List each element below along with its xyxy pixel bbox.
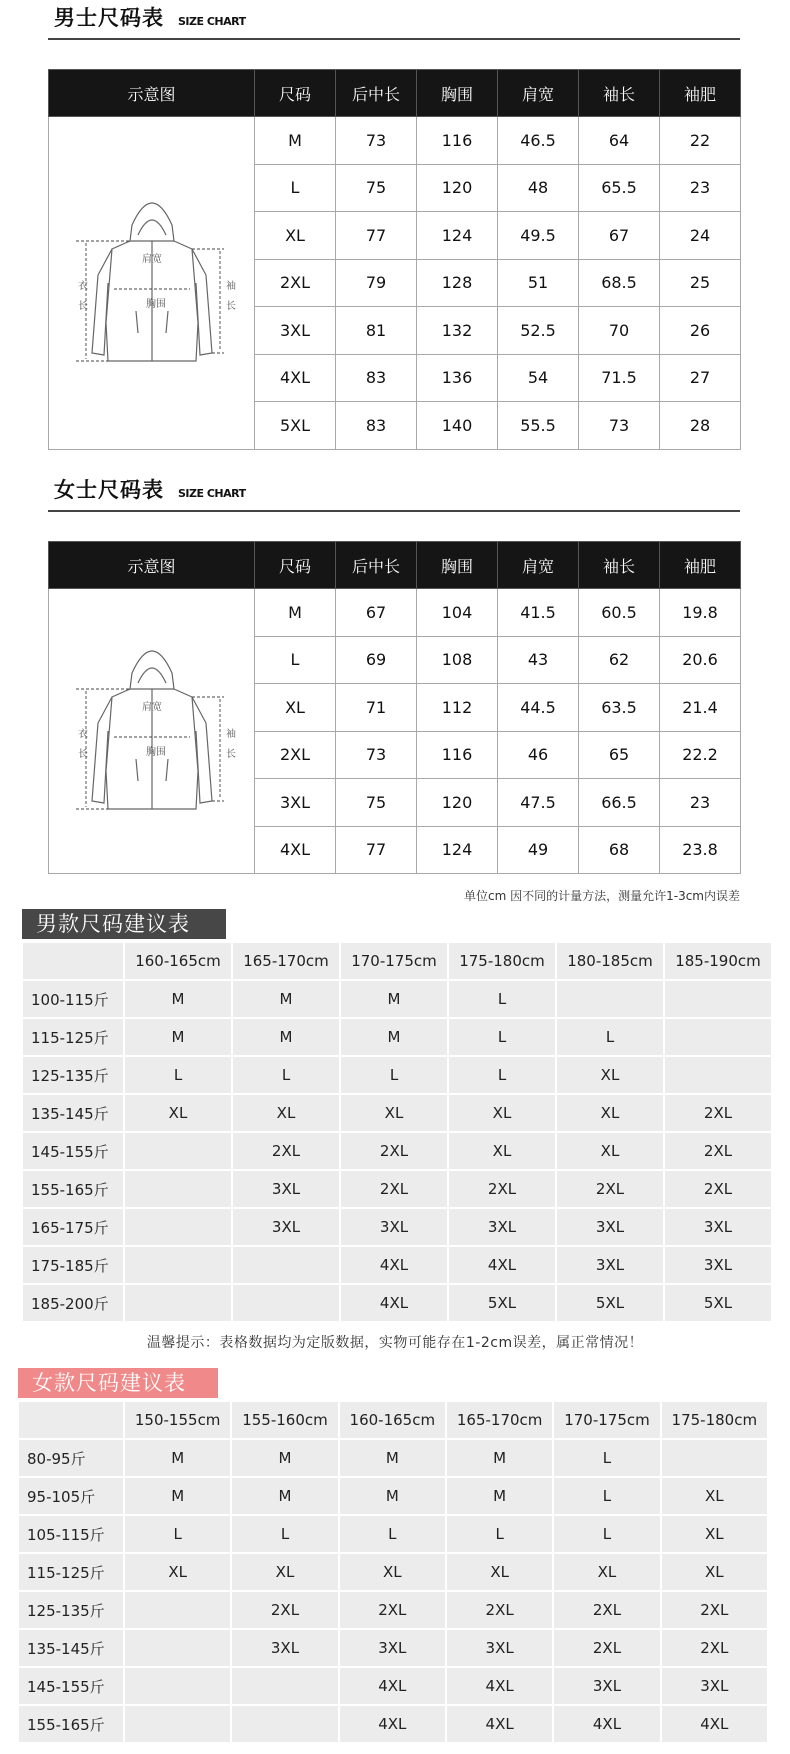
size-cell: 2XL <box>662 1630 767 1666</box>
size-cell: 3XL <box>665 1247 771 1283</box>
table-row <box>19 1440 767 1476</box>
size-cell: 3XL <box>554 1668 659 1704</box>
table-cell: 73 <box>579 402 660 450</box>
size-cell: XL <box>554 1554 659 1590</box>
height-header-cell: 165-170cm <box>233 943 339 979</box>
tip-note: 温馨提示：表格数据均为定版数据，实物可能存在1-2cm误差，属正常情况！ <box>146 1335 644 1351</box>
weight-header-cell: 145-155斤 <box>19 1668 123 1704</box>
table-row <box>23 1095 771 1131</box>
size-cell: 3XL <box>449 1209 555 1245</box>
table-cell: 24 <box>660 212 741 260</box>
table-cell: 124 <box>417 826 498 874</box>
size-cell: 4XL <box>340 1706 445 1742</box>
women-table-header-cell: 袖长 <box>579 542 660 589</box>
table-cell: 124 <box>417 212 498 260</box>
weight-header-cell: 135-145斤 <box>23 1095 123 1131</box>
size-cell: L <box>125 1057 231 1093</box>
size-cell: XL <box>233 1095 339 1131</box>
weight-header-cell: 185-200斤 <box>23 1285 123 1321</box>
women-table-header-row <box>49 542 741 589</box>
men-chart-subtitle: SIZE CHART <box>178 15 246 28</box>
table-cell: 43 <box>498 636 579 684</box>
size-cell: 2XL <box>341 1133 447 1169</box>
size-cell <box>125 1209 231 1245</box>
table-cell: 23.8 <box>660 826 741 874</box>
table-cell: 54 <box>498 354 579 402</box>
table-cell: M <box>255 589 336 637</box>
svg-text:袖: 袖 <box>225 729 236 740</box>
table-cell: 75 <box>336 779 417 827</box>
size-cell: L <box>449 1019 555 1055</box>
men-table-header-cell: 袖肥 <box>660 70 741 117</box>
weight-header-cell: 175-185斤 <box>23 1247 123 1283</box>
size-cell: 2XL <box>665 1133 771 1169</box>
size-cell: 4XL <box>340 1668 445 1704</box>
svg-text:长: 长 <box>225 749 236 760</box>
table-cell: 120 <box>417 779 498 827</box>
size-cell: M <box>341 1019 447 1055</box>
women-recommend-table <box>17 1400 769 1744</box>
size-cell: L <box>233 1057 339 1093</box>
table-row <box>23 1133 771 1169</box>
table-cell: 51 <box>498 259 579 307</box>
size-cell <box>125 1706 230 1742</box>
men-table-header-cell: 尺码 <box>255 70 336 117</box>
table-cell: 120 <box>417 164 498 212</box>
height-header-cell: 165-170cm <box>447 1402 552 1438</box>
table-cell: XL <box>255 684 336 732</box>
table-row <box>19 1478 767 1514</box>
table-cell: 62 <box>579 636 660 684</box>
table-cell: 63.5 <box>579 684 660 732</box>
men-rec-header-row <box>23 943 771 979</box>
size-cell: 5XL <box>665 1285 771 1321</box>
size-cell: XL <box>662 1516 767 1552</box>
size-cell <box>125 1133 231 1169</box>
table-row <box>23 1285 771 1321</box>
size-cell: L <box>557 1019 663 1055</box>
size-cell <box>125 1668 230 1704</box>
size-cell: XL <box>449 1133 555 1169</box>
table-row <box>23 1171 771 1207</box>
size-cell: 3XL <box>233 1171 339 1207</box>
table-cell: 75 <box>336 164 417 212</box>
women-table-header-cell: 尺码 <box>255 542 336 589</box>
women-recommend-banner: 女款尺码建议表 <box>18 1368 218 1398</box>
corner-cell <box>19 1402 123 1438</box>
table-cell: 52.5 <box>498 307 579 355</box>
size-cell <box>232 1706 337 1742</box>
women-rec-header-row <box>19 1402 767 1438</box>
women-table-header-cell: 胸围 <box>417 542 498 589</box>
table-row <box>19 1706 767 1742</box>
corner-cell <box>23 943 123 979</box>
table-cell: 3XL <box>255 307 336 355</box>
table-cell: 4XL <box>255 354 336 402</box>
size-cell: 2XL <box>449 1171 555 1207</box>
weight-header-cell: 115-125斤 <box>19 1554 123 1590</box>
table-cell: 77 <box>336 826 417 874</box>
table-row <box>49 589 741 637</box>
table-cell: 128 <box>417 259 498 307</box>
size-cell: 4XL <box>341 1285 447 1321</box>
size-cell: 3XL <box>233 1209 339 1245</box>
weight-header-cell: 105-115斤 <box>19 1516 123 1552</box>
size-cell <box>665 981 771 1017</box>
weight-header-cell: 145-155斤 <box>23 1133 123 1169</box>
women-table-diagram-cell <box>49 589 255 874</box>
table-cell: 3XL <box>255 779 336 827</box>
table-row <box>19 1668 767 1704</box>
size-cell: M <box>233 981 339 1017</box>
height-header-cell: 170-175cm <box>341 943 447 979</box>
height-header-cell: 170-175cm <box>554 1402 659 1438</box>
table-row <box>23 981 771 1017</box>
women-table-header-cell: 后中长 <box>336 542 417 589</box>
table-cell: 77 <box>336 212 417 260</box>
table-cell: 48 <box>498 164 579 212</box>
size-cell: L <box>232 1516 337 1552</box>
size-cell: 4XL <box>449 1247 555 1283</box>
size-cell: 2XL <box>340 1592 445 1628</box>
size-cell: L <box>449 1057 555 1093</box>
unit-note: 单位cm 因不同的计量方法，测量允许1-3cm内误差 <box>464 889 740 903</box>
size-cell: 2XL <box>554 1592 659 1628</box>
size-cell: 2XL <box>232 1592 337 1628</box>
weight-header-cell: 115-125斤 <box>23 1019 123 1055</box>
table-cell: XL <box>255 212 336 260</box>
table-cell: 60.5 <box>579 589 660 637</box>
table-cell: 140 <box>417 402 498 450</box>
table-cell: 132 <box>417 307 498 355</box>
men-table-header-cell: 肩宽 <box>498 70 579 117</box>
size-cell <box>665 1019 771 1055</box>
table-cell: 66.5 <box>579 779 660 827</box>
table-cell: 23 <box>660 164 741 212</box>
men-table-header-cell: 后中长 <box>336 70 417 117</box>
size-cell: 3XL <box>557 1247 663 1283</box>
weight-header-cell: 155-165斤 <box>23 1171 123 1207</box>
table-cell: 136 <box>417 354 498 402</box>
table-cell: 64 <box>579 117 660 165</box>
size-cell <box>557 981 663 1017</box>
size-cell: 2XL <box>233 1133 339 1169</box>
size-cell: M <box>125 1440 230 1476</box>
weight-header-cell: 100-115斤 <box>23 981 123 1017</box>
size-cell: 2XL <box>665 1095 771 1131</box>
height-header-cell: 175-180cm <box>662 1402 767 1438</box>
size-cell: XL <box>341 1095 447 1131</box>
svg-text:肩宽: 肩宽 <box>141 702 162 713</box>
svg-text:长: 长 <box>225 300 236 312</box>
svg-text:肩宽: 肩宽 <box>141 253 162 265</box>
size-cell: L <box>341 1057 447 1093</box>
table-row <box>49 117 741 165</box>
table-cell: 23 <box>660 779 741 827</box>
weight-header-cell: 125-135斤 <box>23 1057 123 1093</box>
table-cell: 4XL <box>255 826 336 874</box>
size-cell: M <box>341 981 447 1017</box>
svg-text:衣: 衣 <box>77 729 88 740</box>
size-cell: 4XL <box>554 1706 659 1742</box>
table-cell: 79 <box>336 259 417 307</box>
size-cell: M <box>340 1478 445 1514</box>
size-cell: 2XL <box>341 1171 447 1207</box>
table-cell: 21.4 <box>660 684 741 732</box>
height-header-cell: 160-165cm <box>340 1402 445 1438</box>
size-cell: 3XL <box>665 1209 771 1245</box>
women-chart-subtitle: SIZE CHART <box>178 487 246 500</box>
women-size-table <box>48 541 741 874</box>
table-cell: 47.5 <box>498 779 579 827</box>
table-row <box>23 1057 771 1093</box>
table-cell: 46 <box>498 731 579 779</box>
size-cell: L <box>554 1516 659 1552</box>
women-table-header-cell: 袖肥 <box>660 542 741 589</box>
size-cell: L <box>449 981 555 1017</box>
men-chart-header <box>48 0 740 40</box>
men-size-table <box>48 69 741 450</box>
table-cell: 22 <box>660 117 741 165</box>
height-header-cell: 160-165cm <box>125 943 231 979</box>
size-cell: L <box>447 1516 552 1552</box>
table-cell: 81 <box>336 307 417 355</box>
size-cell: M <box>233 1019 339 1055</box>
size-cell: M <box>340 1440 445 1476</box>
table-cell: 55.5 <box>498 402 579 450</box>
men-recommend-banner: 男款尺码建议表 <box>22 909 226 939</box>
table-cell: 5XL <box>255 402 336 450</box>
size-cell <box>125 1247 231 1283</box>
size-cell: M <box>125 1019 231 1055</box>
weight-header-cell: 80-95斤 <box>19 1440 123 1476</box>
table-cell: 20.6 <box>660 636 741 684</box>
table-row <box>19 1554 767 1590</box>
men-table-header-cell: 胸围 <box>417 70 498 117</box>
size-cell: XL <box>557 1095 663 1131</box>
table-cell: 44.5 <box>498 684 579 732</box>
men-recommend-table <box>21 941 773 1323</box>
table-cell: 83 <box>336 402 417 450</box>
table-cell: 68 <box>579 826 660 874</box>
size-cell: 3XL <box>341 1209 447 1245</box>
size-cell <box>662 1440 767 1476</box>
size-cell: L <box>554 1478 659 1514</box>
men-table-header-cell: 袖长 <box>579 70 660 117</box>
jacket-diagram <box>62 183 242 383</box>
table-row <box>19 1630 767 1666</box>
size-cell: L <box>340 1516 445 1552</box>
table-row <box>23 1019 771 1055</box>
size-cell: L <box>554 1440 659 1476</box>
svg-text:袖: 袖 <box>225 280 236 292</box>
size-cell <box>665 1057 771 1093</box>
women-table-header-cell: 肩宽 <box>498 542 579 589</box>
table-cell: 46.5 <box>498 117 579 165</box>
table-cell: 112 <box>417 684 498 732</box>
size-cell: XL <box>125 1554 230 1590</box>
women-chart-title: 女士尺码表 <box>54 478 164 502</box>
height-header-cell: 155-160cm <box>232 1402 337 1438</box>
size-cell: XL <box>662 1554 767 1590</box>
svg-text:衣: 衣 <box>77 280 88 292</box>
men-table-diagram-cell <box>49 117 255 450</box>
women-chart-header <box>48 472 740 512</box>
height-header-cell: 180-185cm <box>557 943 663 979</box>
size-cell <box>233 1247 339 1283</box>
table-cell: 65.5 <box>579 164 660 212</box>
table-cell: 28 <box>660 402 741 450</box>
table-cell: 27 <box>660 354 741 402</box>
table-cell: 73 <box>336 731 417 779</box>
size-cell: L <box>125 1516 230 1552</box>
table-row <box>19 1516 767 1552</box>
svg-text:胸围: 胸围 <box>145 298 166 310</box>
height-header-cell: 175-180cm <box>449 943 555 979</box>
table-cell: 22.2 <box>660 731 741 779</box>
weight-header-cell: 155-165斤 <box>19 1706 123 1742</box>
table-row <box>19 1592 767 1628</box>
table-row <box>23 1247 771 1283</box>
men-chart-title: 男士尺码表 <box>54 6 164 30</box>
weight-header-cell: 95-105斤 <box>19 1478 123 1514</box>
size-cell: 2XL <box>447 1592 552 1628</box>
table-cell: L <box>255 636 336 684</box>
size-cell: M <box>447 1440 552 1476</box>
table-cell: 83 <box>336 354 417 402</box>
table-cell: 71 <box>336 684 417 732</box>
table-cell: 2XL <box>255 731 336 779</box>
women-table-header-cell: 示意图 <box>49 542 255 589</box>
table-cell: 73 <box>336 117 417 165</box>
table-cell: 67 <box>336 589 417 637</box>
table-cell: 49.5 <box>498 212 579 260</box>
size-cell: 4XL <box>662 1706 767 1742</box>
size-cell: XL <box>125 1095 231 1131</box>
size-cell: 5XL <box>557 1285 663 1321</box>
table-cell: 116 <box>417 117 498 165</box>
table-cell: 69 <box>336 636 417 684</box>
size-cell: XL <box>662 1478 767 1514</box>
size-cell: M <box>125 981 231 1017</box>
height-header-cell: 185-190cm <box>665 943 771 979</box>
size-cell: 3XL <box>662 1668 767 1704</box>
table-cell: 68.5 <box>579 259 660 307</box>
size-cell: XL <box>447 1554 552 1590</box>
table-cell: 2XL <box>255 259 336 307</box>
size-cell: 2XL <box>665 1171 771 1207</box>
weight-header-cell: 125-135斤 <box>19 1592 123 1628</box>
size-cell: 3XL <box>232 1630 337 1666</box>
size-cell: 2XL <box>662 1592 767 1628</box>
size-cell: 3XL <box>557 1209 663 1245</box>
men-table-header-row <box>49 70 741 117</box>
size-cell <box>125 1171 231 1207</box>
men-table-header-cell: 示意图 <box>49 70 255 117</box>
size-cell: 4XL <box>447 1706 552 1742</box>
size-cell: 3XL <box>447 1630 552 1666</box>
size-cell <box>125 1592 230 1628</box>
table-cell: L <box>255 164 336 212</box>
weight-header-cell: 135-145斤 <box>19 1630 123 1666</box>
svg-text:长: 长 <box>77 300 88 312</box>
size-cell: 4XL <box>447 1668 552 1704</box>
jacket-diagram <box>62 631 242 831</box>
table-cell: 116 <box>417 731 498 779</box>
size-cell: XL <box>557 1057 663 1093</box>
table-cell: 26 <box>660 307 741 355</box>
table-cell: 104 <box>417 589 498 637</box>
size-cell: M <box>232 1440 337 1476</box>
table-cell: 71.5 <box>579 354 660 402</box>
height-header-cell: 150-155cm <box>125 1402 230 1438</box>
size-cell: 2XL <box>557 1171 663 1207</box>
size-cell: XL <box>557 1133 663 1169</box>
size-cell <box>233 1285 339 1321</box>
size-cell: 5XL <box>449 1285 555 1321</box>
table-cell: 65 <box>579 731 660 779</box>
svg-text:胸围: 胸围 <box>145 747 166 758</box>
size-cell: 3XL <box>340 1630 445 1666</box>
size-cell: 2XL <box>554 1630 659 1666</box>
table-cell: 49 <box>498 826 579 874</box>
table-cell: 25 <box>660 259 741 307</box>
size-cell <box>125 1285 231 1321</box>
size-cell: XL <box>340 1554 445 1590</box>
svg-text:长: 长 <box>77 749 88 760</box>
size-cell: 4XL <box>341 1247 447 1283</box>
size-cell: XL <box>232 1554 337 1590</box>
size-cell <box>125 1630 230 1666</box>
size-cell: M <box>447 1478 552 1514</box>
size-cell: M <box>125 1478 230 1514</box>
size-cell: XL <box>449 1095 555 1131</box>
table-row <box>23 1209 771 1245</box>
table-cell: M <box>255 117 336 165</box>
weight-header-cell: 165-175斤 <box>23 1209 123 1245</box>
table-cell: 108 <box>417 636 498 684</box>
size-cell <box>232 1668 337 1704</box>
table-cell: 70 <box>579 307 660 355</box>
table-cell: 67 <box>579 212 660 260</box>
table-cell: 19.8 <box>660 589 741 637</box>
table-cell: 41.5 <box>498 589 579 637</box>
size-cell: M <box>232 1478 337 1514</box>
